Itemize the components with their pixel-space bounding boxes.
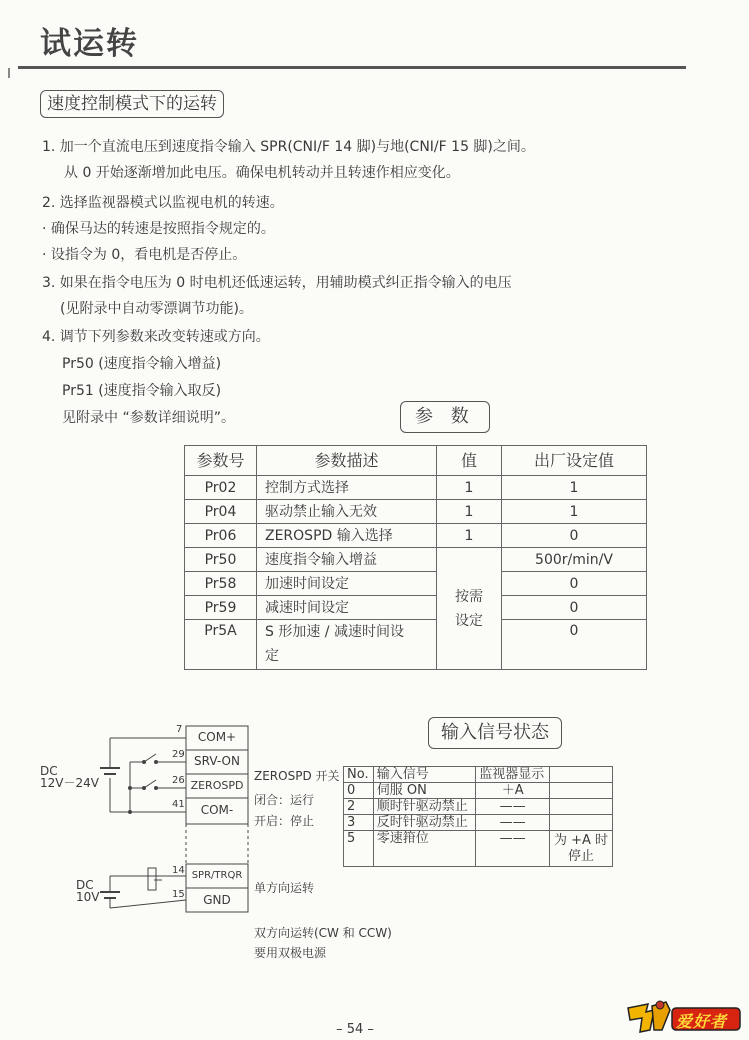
param-default: 500r/min/V — [502, 548, 647, 572]
page-title: 试运转 — [40, 26, 139, 62]
single-direction-note: 单方向运转 — [254, 881, 315, 895]
pin-number: 29 — [172, 749, 185, 760]
step-1-line-1: 1. 加一个直流电压到速度指令输入 SPR(CNI/F 14 脚)与地(CNI/F 15 脚)之间。 — [42, 139, 535, 155]
table-row — [185, 596, 647, 620]
header-monitor: 监视器显示 — [476, 767, 550, 783]
signal-display: ＋A — [476, 783, 550, 799]
param-no: Pr59 — [185, 596, 257, 620]
input-signal-table — [343, 766, 613, 867]
header-note — [550, 767, 613, 783]
table-row — [185, 572, 647, 596]
param-desc: ZEROSPD 输入选择 — [257, 524, 437, 548]
header-value: 值 — [437, 446, 502, 476]
signal-no: 0 — [344, 783, 374, 799]
table-row — [185, 524, 647, 548]
publisher-logo — [626, 1000, 742, 1034]
dual-direction-note: 双方向运转(CW 和 CCW) — [254, 926, 392, 940]
bipolar-supply-note: 要用双极电源 — [254, 946, 327, 960]
margin-mark — [8, 68, 10, 78]
step-1-line-2: 从 0 开始逐渐增加此电压。确保电机转动并且转速作相应变化。 — [64, 165, 460, 181]
step-2: 2. 选择监视器模式以监视电机的转速。 — [42, 195, 284, 211]
table-row — [185, 476, 647, 500]
signal-display: —— — [476, 815, 550, 831]
pin-number: 15 — [172, 889, 185, 900]
step-4-pr51: Pr51 (速度指令输入取反) — [62, 383, 222, 399]
header-no: No. — [344, 767, 374, 783]
pin-label-srv-on: SRV-ON — [194, 754, 240, 768]
pin-number: 7 — [176, 724, 183, 735]
header-param-no: 参数号 — [185, 446, 257, 476]
table-row — [185, 620, 647, 670]
pin-label-gnd: GND — [203, 893, 231, 907]
switch-closed-note: 闭合：运行 — [254, 793, 315, 807]
params-heading: 参 数 — [400, 401, 490, 433]
signal-display: —— — [476, 799, 550, 815]
param-value: 1 — [437, 524, 502, 548]
step-2-bullet-2: · 设指令为 0，看电机是否停止。 — [42, 247, 247, 263]
pin-label-com-plus: COM+ — [197, 730, 237, 744]
signal-note — [550, 815, 613, 831]
param-desc: 驱动禁止输入无效 — [257, 500, 437, 524]
table-header-row — [185, 446, 647, 476]
param-no: Pr04 — [185, 500, 257, 524]
param-value-merged — [437, 548, 502, 670]
table-row — [344, 799, 613, 815]
pin-label-spr-trqr: SPR/TRQR — [191, 870, 243, 881]
param-default: 0 — [502, 524, 647, 548]
pin-label-zerospd: ZEROSPD — [190, 779, 244, 792]
step-3-line-2: (见附录中自动零漂调节功能)。 — [60, 301, 253, 317]
signal-no: 3 — [344, 815, 374, 831]
header-param-desc: 参数描述 — [257, 446, 437, 476]
signal-no: 5 — [344, 831, 374, 867]
page-number: – 54 – — [336, 1022, 374, 1037]
table-header-row — [344, 767, 613, 783]
param-default: 1 — [502, 476, 647, 500]
param-default: 0 — [502, 572, 647, 596]
param-desc — [257, 620, 437, 670]
dc-supply-range: 12V－24V — [40, 776, 99, 790]
pin-number: 26 — [172, 775, 185, 786]
table-row — [344, 831, 613, 867]
signal-note-text: 为 +A 时停止 — [553, 832, 609, 864]
param-desc: 减速时间设定 — [257, 596, 437, 620]
signal-note — [550, 799, 613, 815]
pin-number: 14 — [172, 865, 185, 876]
dc-supply-label: DC — [40, 764, 58, 778]
header-signal: 输入信号 — [373, 767, 476, 783]
pin-label-com-minus: COM- — [200, 803, 234, 817]
param-value: 1 — [437, 500, 502, 524]
section-heading: 速度控制模式下的运转 — [40, 90, 224, 118]
dc-10v-label: DC — [76, 878, 94, 892]
param-no: Pr58 — [185, 572, 257, 596]
signal-name: 顺时针驱动禁止 — [373, 799, 476, 815]
signal-display: —— — [476, 831, 550, 867]
table-row — [344, 783, 613, 799]
param-value: 1 — [437, 476, 502, 500]
merged-value-text: 按需设定 — [455, 588, 483, 629]
header-default: 出厂设定值 — [502, 446, 647, 476]
param-default: 1 — [502, 500, 647, 524]
param-no: Pr02 — [185, 476, 257, 500]
params-table — [184, 445, 647, 670]
param-no: Pr5A — [185, 620, 257, 670]
param-no: Pr50 — [185, 548, 257, 572]
signal-note — [550, 783, 613, 799]
param-no: Pr06 — [185, 524, 257, 548]
logo-text: 爱好者 — [676, 1012, 728, 1031]
signal-name: 伺服 ON — [373, 783, 476, 799]
param-desc-text: S 形加速 / 减速时间设定 — [265, 624, 404, 664]
step-4-see-appendix: 见附录中 “参数详细说明”。 — [62, 410, 235, 426]
table-row — [185, 548, 647, 572]
signal-no: 2 — [344, 799, 374, 815]
step-3-line-1: 3. 如果在指令电压为 0 时电机还低速运转，用辅助模式纠正指令输入的电压 — [42, 275, 512, 291]
switch-open-note: 开启：停止 — [254, 814, 315, 828]
signal-name: 反时针驱动禁止 — [373, 815, 476, 831]
param-desc: 速度指令输入增益 — [257, 548, 437, 572]
table-row — [344, 815, 613, 831]
signal-note — [550, 831, 613, 867]
param-default: 0 — [502, 620, 647, 670]
param-default: 0 — [502, 596, 647, 620]
param-desc: 加速时间设定 — [257, 572, 437, 596]
step-4: 4. 调节下列参数来改变转速或方向。 — [42, 329, 270, 345]
pin-number: 41 — [172, 799, 185, 810]
title-rule — [18, 66, 686, 69]
step-2-bullet-1: · 确保马达的转速是按照指令规定的。 — [42, 221, 275, 237]
param-desc: 控制方式选择 — [257, 476, 437, 500]
step-4-pr50: Pr50 (速度指令输入增益) — [62, 356, 222, 372]
signal-name: 零速箝位 — [373, 831, 476, 867]
dc-10v-value: 10V — [76, 890, 100, 904]
zerospd-switch-label: ZEROSPD 开关 — [254, 769, 340, 783]
table-row — [185, 500, 647, 524]
input-signal-heading: 输入信号状态 — [428, 717, 562, 749]
